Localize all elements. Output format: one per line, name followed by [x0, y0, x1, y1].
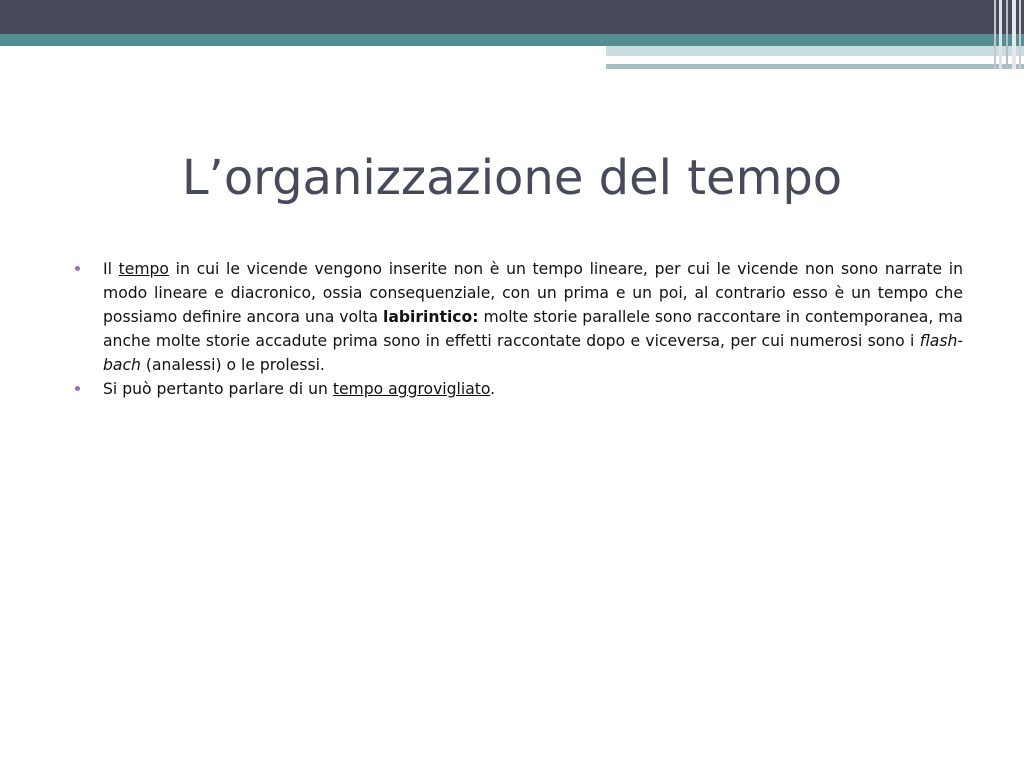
bullet-text: in cui le vicende vengono inserite non è un tempo lineare, per cui le vicende non sono narrate in modo lineare e diacronico, ossia consequenziale, con un prima e un poi, al contrario esso è un tempo che possiamo definire ancora una volta: [103, 260, 963, 326]
slide-title: L’organizzazione del tempo: [181, 150, 843, 206]
header-band-teal: [0, 34, 1024, 46]
header-stripe: [994, 0, 996, 69]
header-stripe: [999, 0, 1002, 69]
bullet-item: [75, 257, 963, 377]
bullet-item: [75, 377, 963, 401]
header-stripe: [1006, 0, 1008, 69]
bullet-list: [75, 257, 963, 401]
header-band-thin: [606, 64, 1024, 69]
bold-term: labirintico:: [382, 308, 479, 326]
header-stripe: [1012, 0, 1016, 69]
slide-body: [75, 257, 963, 401]
italic-term: flash-bach: [103, 332, 963, 374]
bullet-text: .: [490, 380, 496, 398]
bullet-icon: [75, 266, 80, 271]
bullet-text: molte storie parallele sono raccontare in contemporanea, ma anche molte storie accadute prima sono in effetti raccontate dopo e viceversa, per cui numerosi sono i: [103, 308, 963, 350]
header-white-strip: [830, 56, 950, 59]
bullet-text: (analessi) o le prolessi.: [140, 356, 325, 374]
underlined-term: tempo aggrovigliato: [332, 380, 491, 398]
header-stripe: [1019, 0, 1021, 69]
bullet-icon: [75, 386, 80, 391]
bullet-text: Il: [103, 260, 119, 278]
header-band-dark: [0, 0, 1024, 34]
underlined-term: tempo: [118, 260, 169, 278]
bullet-text: Si può pertanto parlare di un: [103, 380, 333, 398]
header-band-light: [606, 46, 1024, 56]
